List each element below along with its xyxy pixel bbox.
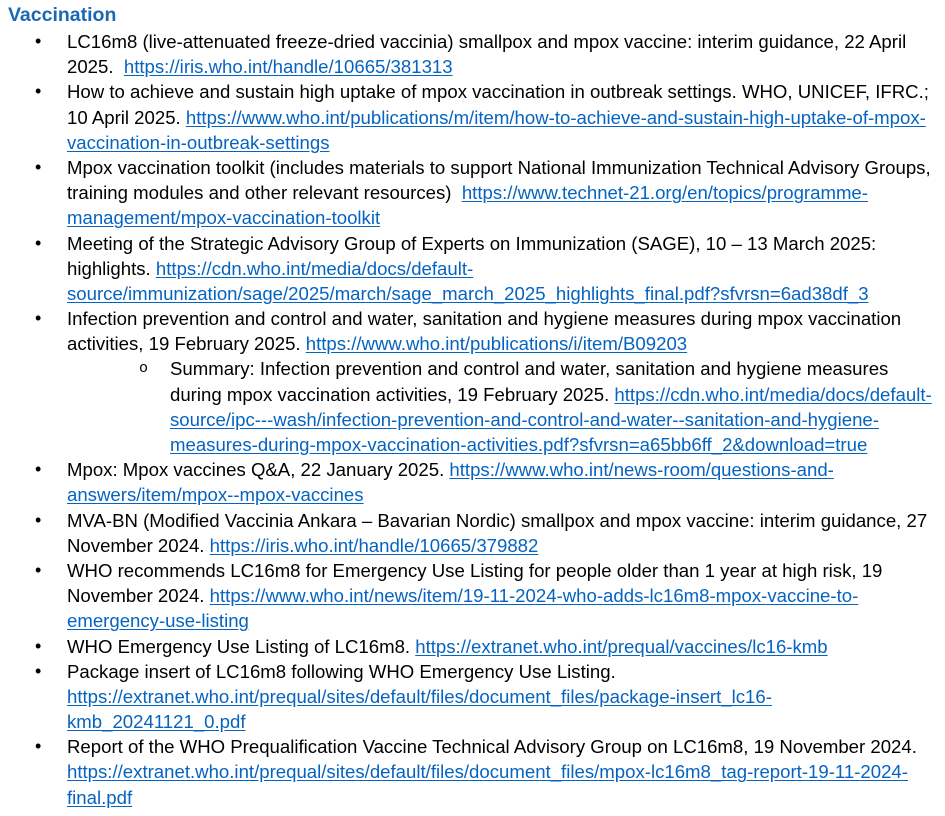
bullet-icon: • <box>35 736 42 757</box>
reference-link[interactable]: https://cdn.who.int/media/docs/default- <box>614 383 932 405</box>
reference-link[interactable]: emergency-use-listing <box>67 610 249 632</box>
bullet-icon: • <box>35 509 42 530</box>
reference-list-item <box>0 231 945 307</box>
reference-line <box>67 180 945 205</box>
reference-line <box>67 256 945 281</box>
reference-line <box>67 231 945 256</box>
reference-link[interactable]: measures-during-mpox-vaccination-activities.pdf?sfvrsn=a65bb6ff_2&download=true <box>170 434 868 455</box>
reference-line <box>67 130 945 155</box>
reference-link[interactable]: https://www.who.int/news/item/19-11-2024-who-adds-lc16m8-mpox-vaccine-to- <box>209 585 859 607</box>
reference-text: Summary: Infection prevention and control and water, sanitation and hygiene measures <box>170 358 889 380</box>
reference-line <box>67 29 945 54</box>
bullet-icon: • <box>35 559 42 580</box>
reference-line <box>67 608 945 633</box>
reference-line <box>67 709 945 734</box>
reference-link[interactable]: vaccination-in-outbreak-settings <box>67 131 330 153</box>
reference-line <box>170 382 945 407</box>
bullet-icon: • <box>35 156 42 177</box>
reference-list-item <box>0 558 945 634</box>
reference-link[interactable]: https://www.who.int/publications/m/item/how-to-achieve-and-sustain-high-uptake-of-mpox- <box>185 106 926 128</box>
reference-link[interactable]: https://cdn.who.int/media/docs/default- <box>155 257 474 279</box>
reference-text: How to achieve and sustain high uptake of mpox vaccination in outbreak settings. WHO, UNICEF, IFRC.; <box>67 81 929 103</box>
reference-sub-item <box>0 356 945 457</box>
reference-list-item <box>0 79 945 155</box>
reference-line <box>67 785 945 810</box>
reference-line <box>67 155 945 180</box>
reference-link[interactable]: https://www.who.int/publications/i/item/B09203 <box>305 333 688 355</box>
reference-text: Report of the WHO Prequalification Vaccine Technical Advisory Group on LC16m8, 19 November 2024. <box>67 736 917 758</box>
reference-list-item <box>0 659 945 735</box>
reference-list <box>0 29 945 810</box>
reference-line <box>67 331 945 356</box>
reference-text: WHO Emergency Use Listing of LC16m8. <box>67 635 416 657</box>
reference-text: Infection prevention and control and water, sanitation and hygiene measures during mpox vaccination <box>67 308 902 330</box>
bullet-icon: • <box>35 81 42 102</box>
reference-line <box>170 356 945 381</box>
reference-text: November 2024. <box>67 585 210 607</box>
reference-line <box>67 281 945 306</box>
reference-link[interactable]: source/ipc---wash/infection-prevention-and-control-and-water--sanitation-and-hygiene- <box>170 408 879 430</box>
reference-text: Package insert of LC16m8 following WHO Emergency Use Listing. <box>67 660 616 682</box>
reference-line <box>67 583 945 608</box>
reference-list-item <box>0 634 945 659</box>
bullet-icon: • <box>35 308 42 329</box>
reference-link[interactable]: https://extranet.who.int/prequal/vaccines/lc16-kmb <box>415 635 828 657</box>
bullet-icon: • <box>35 660 42 681</box>
reference-link[interactable]: https://www.technet-21.org/en/topics/programme- <box>461 182 868 204</box>
reference-text: LC16m8 (live-attenuated freeze-dried vaccinia) smallpox and mpox vaccine: interim guidance, 22 April <box>67 31 907 52</box>
bullet-icon: • <box>35 232 42 253</box>
reference-line <box>67 533 945 558</box>
bullet-icon: • <box>35 31 42 51</box>
reference-line <box>67 105 945 130</box>
bullet-icon: • <box>35 459 42 480</box>
reference-list-item <box>0 508 945 558</box>
reference-line <box>170 407 945 432</box>
reference-link[interactable]: source/immunization/sage/2025/march/sage_march_2025_highlights_final.pdf?sfvrsn=6ad38df_3 <box>67 282 869 304</box>
reference-line <box>67 54 945 79</box>
reference-text: training modules and other relevant resources) <box>67 182 462 204</box>
reference-line <box>67 306 945 331</box>
reference-link[interactable]: https://www.who.int/news-room/questions-and- <box>449 459 834 481</box>
reference-list-item <box>0 457 945 507</box>
reference-link[interactable]: answers/item/mpox--mpox-vaccines <box>67 484 364 506</box>
reference-line <box>67 759 945 784</box>
reference-text: Mpox vaccination toolkit (includes materials to support National Immunization Technical Advisory Groups, <box>67 156 931 178</box>
reference-line <box>170 432 945 457</box>
bullet-icon: • <box>35 635 42 656</box>
reference-text: highlights. <box>67 257 156 279</box>
reference-link[interactable]: https://iris.who.int/handle/10665/379882 <box>209 534 539 556</box>
reference-list-item <box>0 155 945 231</box>
reference-link[interactable]: https://iris.who.int/handle/10665/381313 <box>123 56 453 78</box>
reference-link[interactable]: kmb_20241121_0.pdf <box>67 711 246 733</box>
reference-link[interactable]: https://extranet.who.int/prequal/sites/default/files/document_files/mpox-lc16m8_tag-report-19-11-2024- <box>67 761 908 783</box>
reference-line <box>67 508 945 533</box>
reference-line <box>67 558 945 583</box>
reference-text: Meeting of the Strategic Advisory Group of Experts on Immunization (SAGE), 10 – 13 March 2025: <box>67 232 877 254</box>
reference-link[interactable]: management/mpox-vaccination-toolkit <box>67 207 381 229</box>
reference-text: during mpox vaccination activities, 19 February 2025. <box>170 383 615 405</box>
section-heading: Vaccination <box>8 4 117 26</box>
reference-list-item <box>0 734 945 810</box>
reference-list-item <box>0 306 945 457</box>
reference-list-item <box>0 29 945 79</box>
reference-text: Mpox: Mpox vaccines Q&A, 22 January 2025. <box>67 459 450 481</box>
reference-link[interactable]: https://extranet.who.int/prequal/sites/default/files/document_files/package-insert_lc16- <box>67 685 772 707</box>
reference-line <box>67 659 945 684</box>
reference-line <box>67 205 945 230</box>
sub-bullet-icon: o <box>139 360 149 378</box>
reference-text: 10 April 2025. <box>67 106 186 128</box>
reference-text: 2025. <box>67 56 124 78</box>
reference-text: November 2024. <box>67 534 210 556</box>
reference-link[interactable]: final.pdf <box>67 786 133 808</box>
reference-line <box>67 684 945 709</box>
reference-line <box>67 482 945 507</box>
reference-text: activities, 19 February 2025. <box>67 333 306 355</box>
reference-line <box>67 457 945 482</box>
reference-text: MVA-BN (Modified Vaccinia Ankara – Bavarian Nordic) smallpox and mpox vaccine: interim guidance, 27 <box>67 509 928 531</box>
reference-line <box>67 79 945 104</box>
reference-text: WHO recommends LC16m8 for Emergency Use Listing for people older than 1 year at high risk, 19 <box>67 559 883 581</box>
reference-line <box>67 634 945 659</box>
reference-line <box>67 734 945 759</box>
